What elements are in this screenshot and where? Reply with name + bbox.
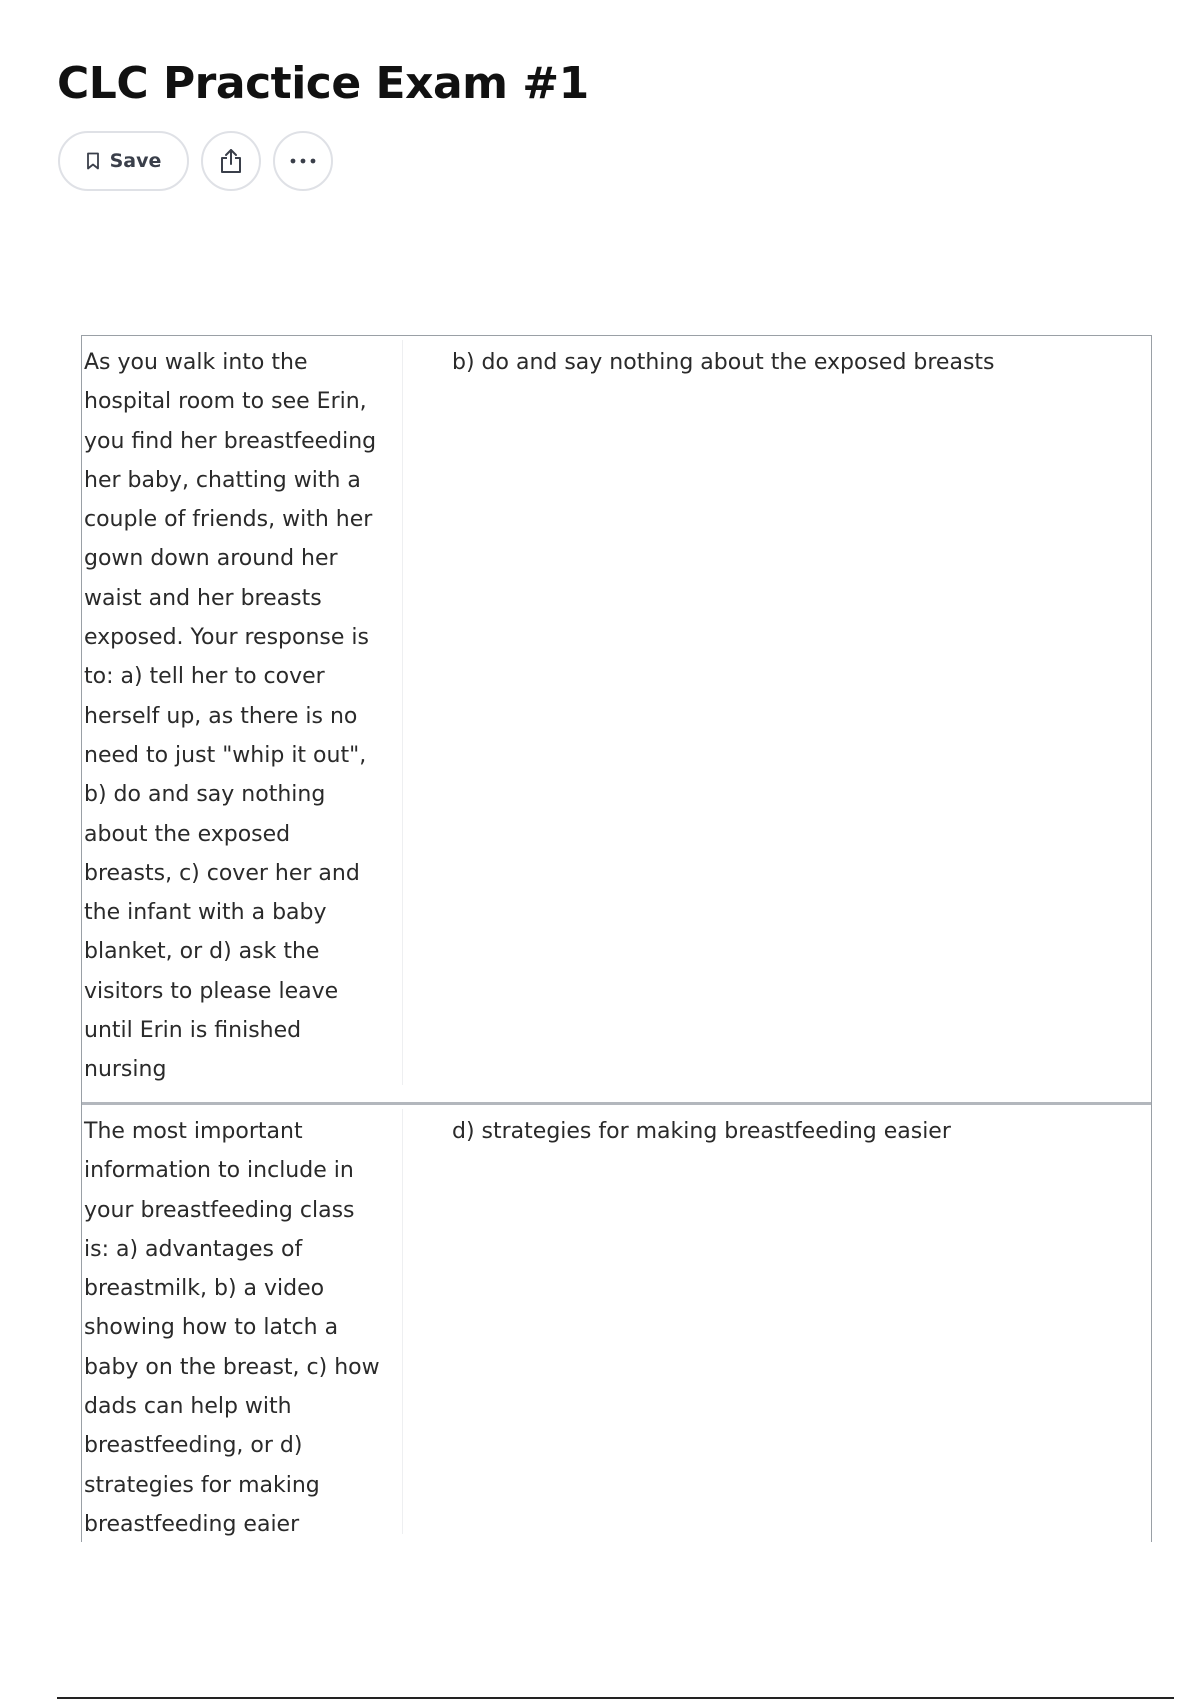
more-options-button[interactable] (273, 131, 333, 191)
column-divider (402, 340, 403, 1085)
share-button[interactable] (201, 131, 261, 191)
save-button-label: Save (109, 150, 162, 172)
question-cell: As you walk into the hospital room to see Erin, you find her breastfeeding her baby, chatting with a couple of friends, with her gown down around her waist and her breasts exposed. Your response is to: a) tell her to cover herself up, as there is no need to just "whip it out", b) do and say nothing about the exposed breasts, c) cover her and the infant with a baby blanket, or d) ask the visitors to please leave until Erin is finished nursing (84, 350, 377, 1083)
answer-cell: d) strategies for making breastfeeding easier (452, 1119, 951, 1144)
table-row (82, 336, 1151, 1105)
save-button[interactable] (58, 131, 189, 191)
page-title: CLC Practice Exam #1 (57, 58, 589, 109)
flashcard-table (81, 335, 1152, 1542)
action-bar (58, 131, 333, 191)
footer-divider (57, 1697, 1174, 1699)
more-horizontal-icon (289, 157, 317, 165)
column-divider (402, 1109, 403, 1534)
bookmark-icon (86, 152, 100, 170)
answer-cell: b) do and say nothing about the exposed breasts (452, 350, 995, 375)
question-cell: The most important information to include in your breastfeeding class is: a) advantages of breastmilk, b) a video showing how to latch a baby on the breast, c) how dads can help with breastfeeding, or d) strategies for making breastfeeding eaier (84, 1119, 380, 1537)
share-icon (218, 147, 244, 175)
table-row (82, 1105, 1151, 1542)
